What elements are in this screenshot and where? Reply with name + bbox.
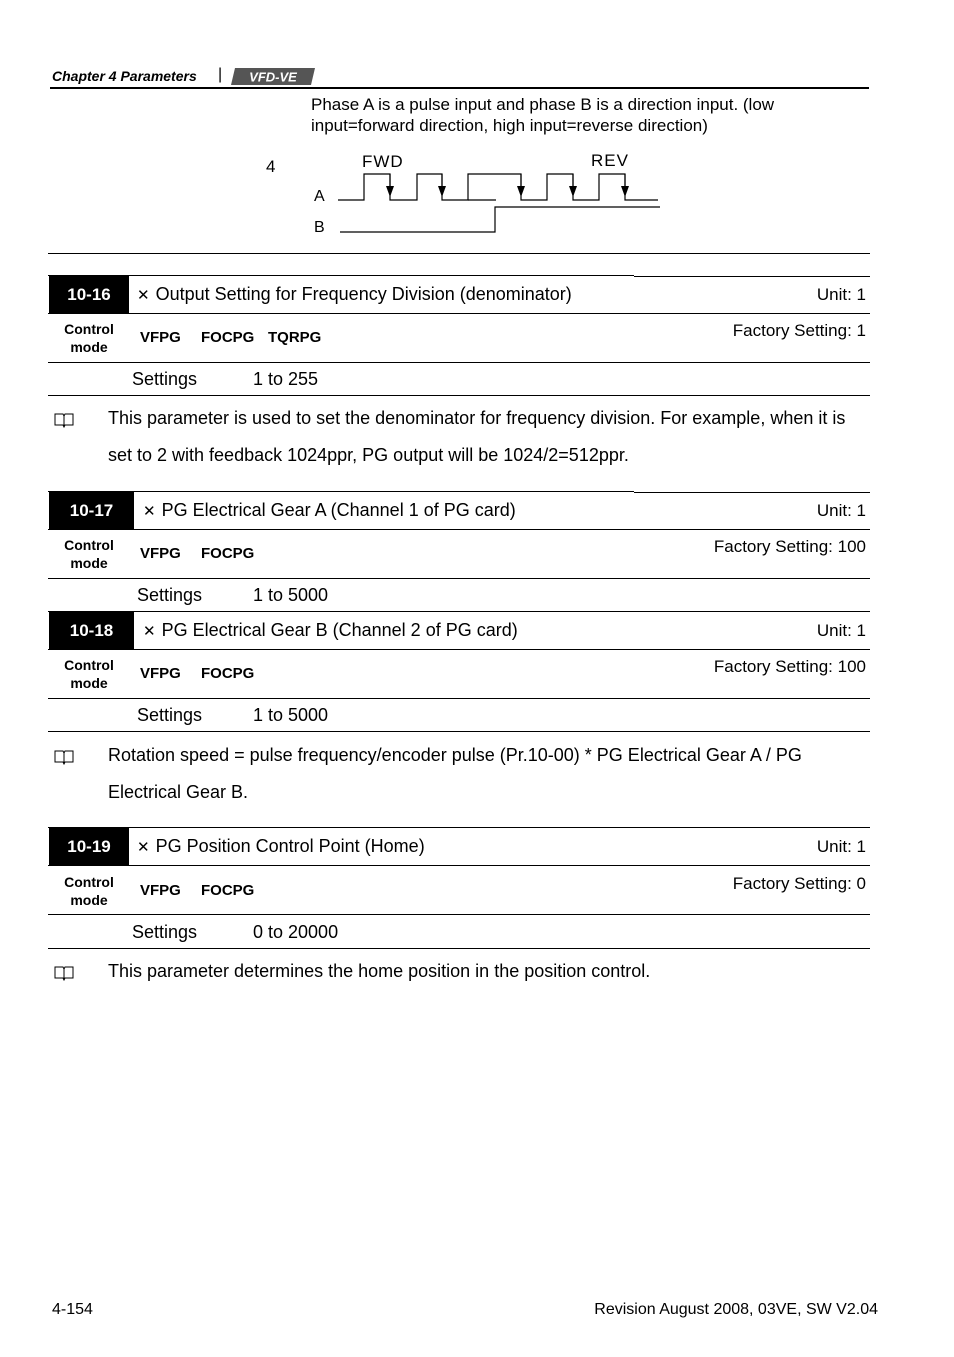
param-title-10-16 — [137, 284, 572, 305]
mode-tqrpg: TQRPG — [268, 329, 322, 346]
read-write-icon: ✕ — [137, 287, 150, 304]
mode-vfpg: VFPG — [140, 665, 181, 682]
settings-label: Settings — [137, 705, 203, 725]
param-rule — [48, 731, 870, 732]
fwd-label: FWD — [362, 152, 404, 171]
settings-label: Settings — [132, 922, 198, 942]
param-top-rule-right — [634, 276, 870, 277]
mode-focpg: FOCPG — [201, 545, 255, 562]
param-id-10-19: 10-19 — [49, 828, 129, 865]
phase-description-line1: Phase A is a pulse input and phase B is a direction input. (low — [311, 95, 775, 114]
mode-focpg: FOCPG — [201, 882, 255, 899]
param-rule — [48, 313, 870, 314]
mode-vfpg: VFPG — [140, 545, 181, 562]
param-top-rule — [48, 827, 870, 828]
param-title-10-19 — [137, 836, 425, 857]
param-note-10-18: Rotation speed = pulse frequency/encoder pulse (Pr.10-00) * PG Electrical Gear A / PG Electrical Gear B. — [108, 745, 802, 802]
channel-b-label: B — [314, 219, 325, 236]
read-write-icon: ✕ — [143, 503, 156, 520]
channel-b-waveform — [340, 207, 660, 232]
settings-label: Settings — [137, 585, 203, 605]
param-rule — [48, 948, 870, 949]
param-rule — [48, 529, 870, 530]
revision-info: Revision August 2008, 03VE, SW V2.04 — [594, 1301, 878, 1318]
settings-value: 1 to 5000 — [253, 585, 329, 605]
mode-vfpg: VFPG — [140, 329, 181, 346]
book-note-icon — [54, 965, 74, 981]
param-id-10-18: 10-18 — [49, 612, 134, 649]
book-note-icon — [54, 412, 74, 428]
rev-label: REV — [591, 151, 629, 170]
param-unit-10-17: Unit: 1 — [816, 501, 866, 520]
header-rule — [50, 87, 869, 89]
param-rule — [48, 698, 870, 699]
param-unit-10-19: Unit: 1 — [816, 837, 866, 856]
param-title-text: PG Electrical Gear A (Channel 1 of PG card) — [161, 500, 516, 520]
param-title-text: PG Electrical Gear B (Channel 2 of PG card) — [161, 620, 518, 640]
param-rule — [48, 578, 870, 579]
param-unit-10-18: Unit: 1 — [816, 621, 866, 640]
channel-a-label: A — [314, 188, 325, 205]
param-id-10-17: 10-17 — [49, 492, 134, 529]
param-rule — [48, 362, 870, 363]
falling-edge-arrows — [386, 186, 629, 197]
mode-focpg: FOCPG — [201, 329, 255, 346]
settings-value: 1 to 255 — [253, 369, 319, 389]
read-write-icon: ✕ — [137, 839, 150, 856]
control-mode-label: Control mode — [64, 657, 114, 691]
channel-a-waveform — [338, 174, 658, 200]
pulse-waveform-diagram — [300, 145, 670, 245]
param-title-10-18 — [143, 620, 518, 641]
vfd-ve-logo — [231, 68, 315, 85]
header-separator: | — [218, 66, 223, 83]
param-top-rule — [48, 491, 634, 492]
settings-value: 1 to 5000 — [253, 705, 329, 725]
param-top-rule-right — [634, 492, 870, 493]
param-top-rule — [48, 275, 634, 276]
param-rule — [48, 914, 870, 915]
settings-value: 0 to 20000 — [253, 922, 339, 942]
mode-focpg: FOCPG — [201, 665, 255, 682]
control-mode-label: Control mode — [64, 874, 114, 908]
factory-setting: Factory Setting: 100 — [713, 537, 866, 556]
param-id-10-16: 10-16 — [49, 276, 129, 313]
settings-label: Settings — [132, 369, 198, 389]
factory-setting: Factory Setting: 0 — [732, 874, 866, 893]
param-unit-10-16: Unit: 1 — [816, 285, 866, 304]
control-mode-label: Control mode — [64, 321, 114, 355]
param-rule — [48, 395, 870, 396]
param-title-10-17 — [143, 500, 516, 521]
factory-setting: Factory Setting: 100 — [713, 657, 866, 676]
param-note-10-16: This parameter is used to set the denominator for frequency division. For example, when it is set to 2 with feedback 1024ppr, PG output will be 1024/2=512ppr. — [108, 408, 846, 465]
control-mode-label: Control mode — [64, 537, 114, 571]
param-rule — [48, 865, 870, 866]
factory-setting: Factory Setting: 1 — [732, 321, 866, 340]
param-title-text: Output Setting for Frequency Division (denominator) — [155, 284, 572, 304]
read-write-icon: ✕ — [143, 623, 156, 640]
phase-description-line2: input=forward direction, high input=reverse direction) — [311, 116, 708, 135]
mode-vfpg: VFPG — [140, 882, 181, 899]
param-rule — [48, 649, 870, 650]
param-note-10-19: This parameter determines the home position in the position control. — [108, 961, 651, 981]
page-number: 4-154 — [52, 1301, 93, 1318]
logo-text: VFD-VE — [249, 69, 297, 85]
option-number: 4 — [266, 157, 276, 176]
chapter-title: Chapter 4 Parameters — [52, 68, 197, 84]
param-rule — [48, 611, 870, 612]
book-note-icon — [54, 749, 74, 765]
param-title-text: PG Position Control Point (Home) — [155, 836, 425, 856]
section-rule — [48, 253, 870, 254]
